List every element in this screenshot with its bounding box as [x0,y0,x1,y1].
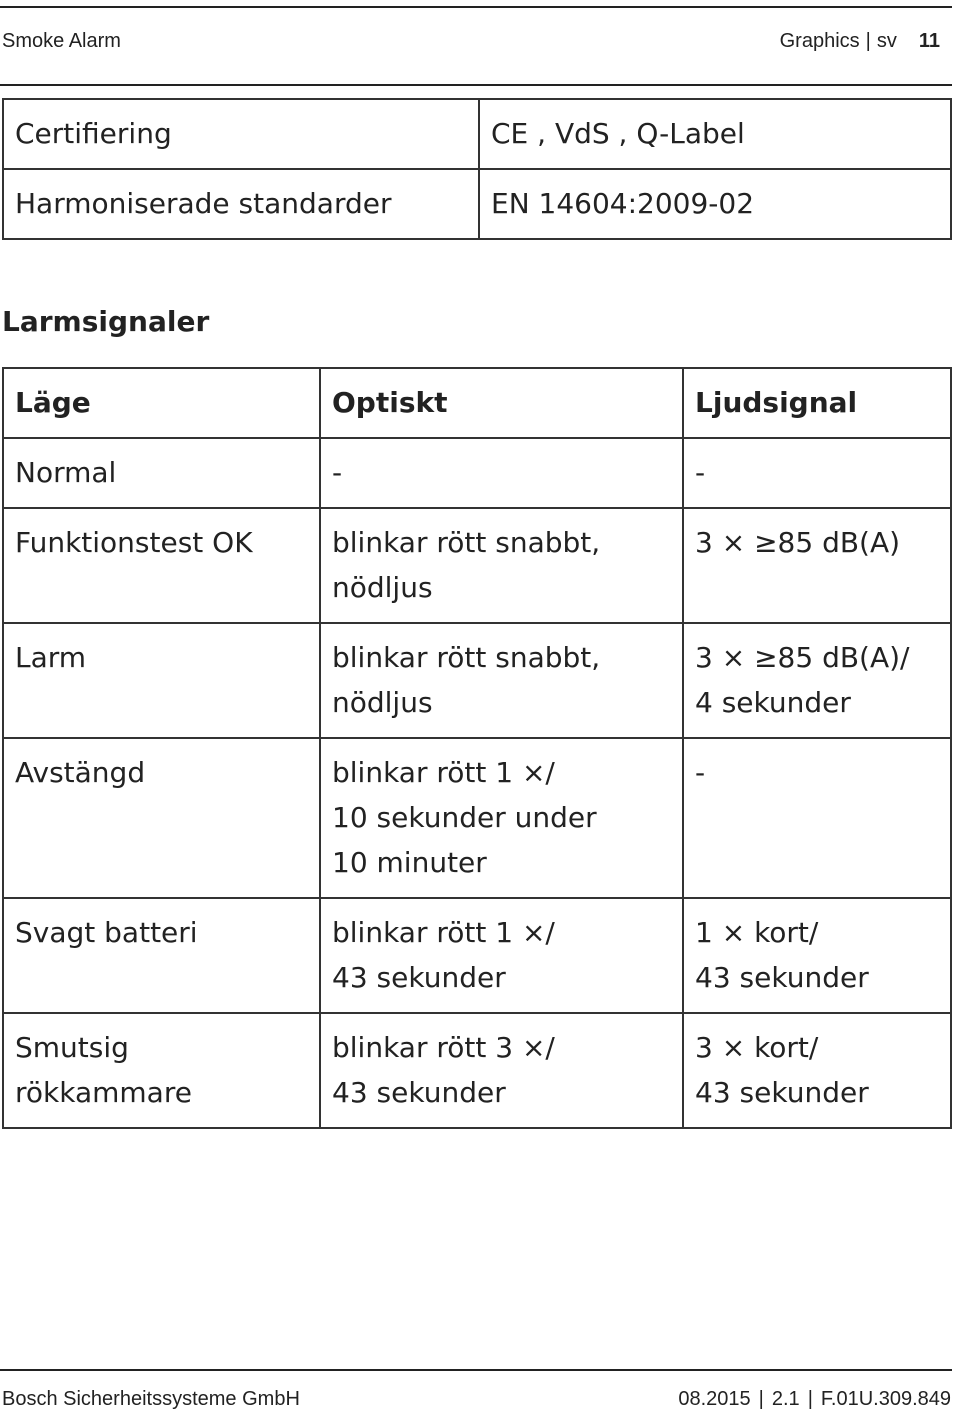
mode-cell: Smutsig rökkammare [3,1013,320,1128]
optical-cell: blinkar rött 3 ×/ 43 sekunder [320,1013,683,1128]
header-bottom-rule [0,84,952,86]
optical-cell: blinkar rött snabbt, nödljus [320,508,683,623]
optical-cell: blinkar rött 1 ×/ 43 sekunder [320,898,683,1013]
table-row [3,1013,951,1128]
optical-cell: - [320,438,683,508]
table-row [3,169,951,239]
column-header: Optiskt [320,368,683,438]
optical-cell: blinkar rött 1 ×/ 10 sekunder under 10 minuter [320,738,683,898]
acoustic-cell: - [683,438,951,508]
mode-cell: Avstängd [3,738,320,898]
acoustic-cell: 3 × kort/ 43 sekunder [683,1013,951,1128]
cert-label: Harmoniserade standarder [3,169,479,239]
header-top-rule [0,6,952,8]
footer-doc-info [678,1388,951,1411]
mode-cell: Normal [3,438,320,508]
mode-cell: Larm [3,623,320,738]
column-header: Ljudsignal [683,368,951,438]
table-row [3,898,951,1013]
section-name: Graphics [779,30,860,52]
footer-rule [0,1369,952,1371]
separator: | [865,30,871,52]
table-row [3,508,951,623]
page-number: 11 [918,30,940,52]
acoustic-cell: 3 × ≥85 dB(A) [683,508,951,623]
acoustic-cell: 3 × ≥85 dB(A)/ 4 sekunder [683,623,951,738]
table-header-row [3,368,951,438]
table-row [3,438,951,508]
separator: | [807,1388,813,1410]
alarm-signals-table [2,367,952,1129]
cert-value: CE , VdS , Q-Label [479,99,951,169]
table-row [3,623,951,738]
mode-cell: Funktionstest OK [3,508,320,623]
table-row [3,99,951,169]
cert-value: EN 14604:2009-02 [479,169,951,239]
company-name: Bosch Sicherheitssysteme GmbH [2,1388,300,1410]
section-title: Larmsignaler [2,305,210,338]
date: 08.2015 [678,1388,751,1410]
separator: | [758,1388,764,1410]
certification-table [2,98,952,240]
cert-label: Certifiering [3,99,479,169]
acoustic-cell: 1 × kort/ 43 sekunder [683,898,951,1013]
document-title: Smoke Alarm [2,30,121,52]
acoustic-cell: - [683,738,951,898]
language-code: sv [876,30,897,52]
optical-cell: blinkar rött snabbt, nödljus [320,623,683,738]
table-row [3,738,951,898]
mode-cell: Svagt batteri [3,898,320,1013]
header-section-info [780,30,940,53]
column-header: Läge [3,368,320,438]
version: 2.1 [771,1388,800,1410]
doc-number: F.01U.309.849 [820,1388,951,1410]
